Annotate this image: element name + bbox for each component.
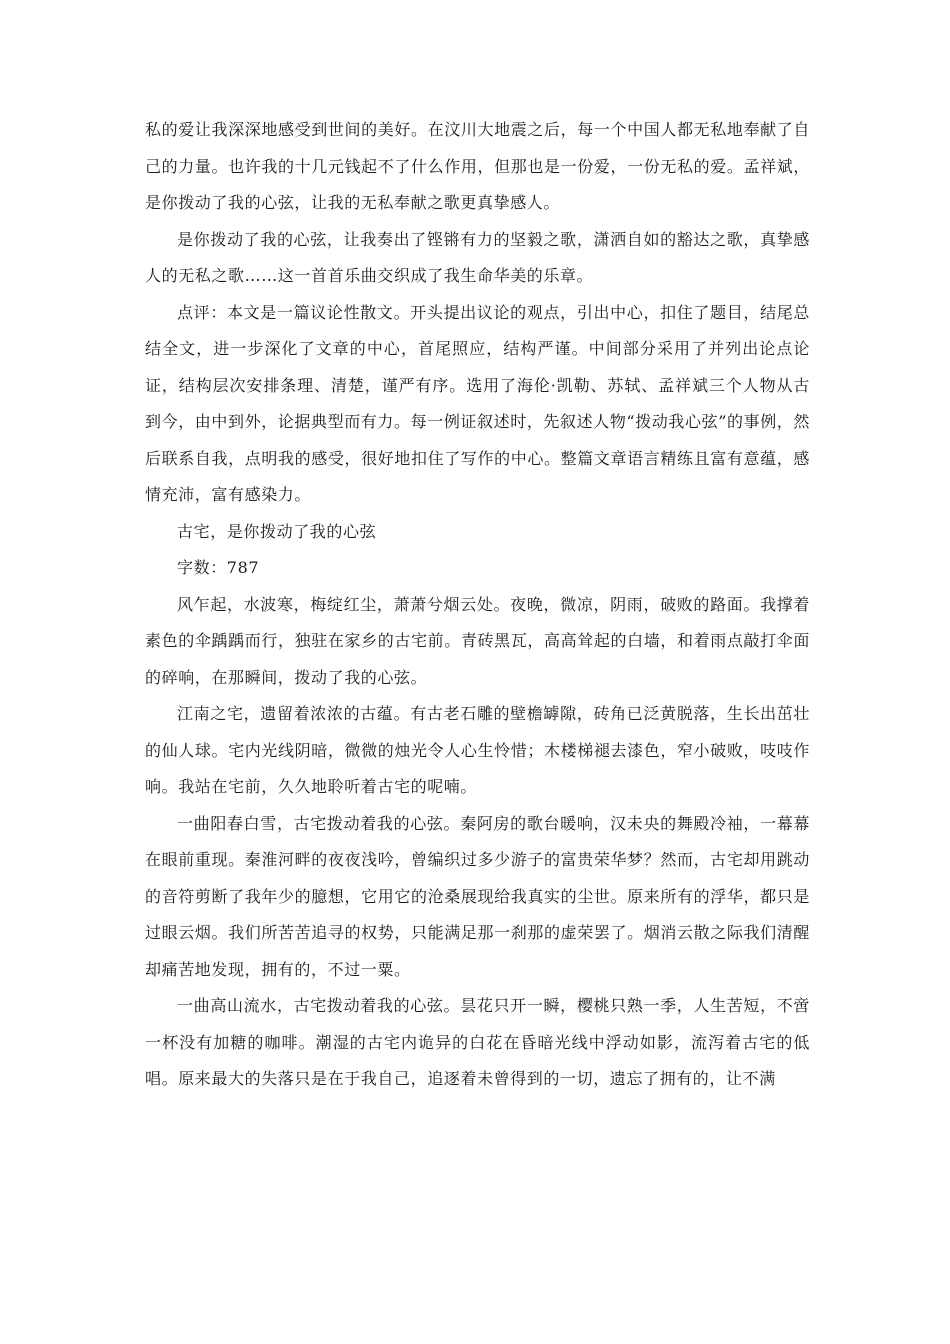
paragraph-6: 风乍起，水波寒，梅绽红尘，萧萧兮烟云处。夜晚，微凉，阴雨，破败的路面。我撑着素色的伞踽踽而行，独驻在家乡的古宅前。青砖黑瓦，高高耸起的白墙，和着雨点敲打伞面的碎响，在那瞬间，拨动了我的心弦。 (145, 594, 810, 687)
paragraph-1: 私的爱让我深深地感受到世间的美好。在汶川大地震之后，每一个中国人都无私地奉献了自己的力量。也许我的十几元钱起不了什么作用，但那也是一份爱，一份无私的爱。孟祥斌，是你拨动了我的心弦，让我的无私奉献之歌更真挚感人。 (145, 120, 810, 212)
commentary-paragraph: 点评：本文是一篇议论性散文。开头提出议论的观点，引出中心，扣住了题目，结尾总结全文，进一步深化了文章的中心，首尾照应，结构严谨。中间部分采用了并列出论点论证，结构层次安排条理、清楚，谨严有序。选用了海伦·凯勒、苏轼、孟祥斌三个人物从古到今，由中到外，论据典型而有力。每一例证叙述时，先叙述人物“拨动我心弦”的事例，然后联系自我，点明我的感受，很好地扣住了写作的中心。整篇文章语言精练且富有意蕴，感情充沛，富有感染力。 (145, 302, 810, 504)
paragraph-8: 一曲阳春白雪，古宅拨动着我的心弦。秦阿房的歌台暖响，汉未央的舞殿冷袖，一幕幕在眼前重现。秦淮河畔的夜夜浅吟，曾编织过多少游子的富贵荣华梦？然而，古宅却用跳动的音符剪断了我年少的臆想，它用它的沧桑展现给我真实的尘世。原来所有的浮华，都只是过眼云烟。我们所苦苦追寻的权势，只能满足那一刹那的虚荣罢了。烟消云散之际我们清醒却痛苦地发现，拥有的，不过一粟。 (145, 813, 810, 979)
document-page (145, 112, 810, 1098)
paragraph-2: 是你拨动了我的心弦，让我奏出了铿锵有力的坚毅之歌，潇洒自如的豁达之歌，真挚感人的无私之歌……这一首首乐曲交织成了我生命华美的乐章。 (145, 229, 810, 285)
paragraph-9: 一曲高山流水，古宅拨动着我的心弦。昙花只开一瞬，樱桃只熟一季，人生苦短，不啻一杯没有加糖的咖啡。潮湿的古宅内诡异的白花在昏暗光线中浮动如影，流泻着古宅的低唱。原来最大的失落只是在于我自己，追逐着未曾得到的一切，遗忘了拥有的，让不满 (145, 996, 810, 1088)
essay-title: 古宅，是你拨动了我的心弦 (177, 521, 377, 541)
paragraph-7: 江南之宅，遗留着浓浓的古蕴。有古老石雕的壁檐罅隙，砖角已泛黄脱落，生长出茁壮的仙人球。宅内光线阴暗，微微的烛光令人心生怜惜；木楼梯褪去漆色，窄小破败，吱吱作响。我站在宅前，久久地聆听着古宅的呢喃。 (145, 704, 810, 796)
word-count: 字数：787 (177, 558, 260, 577)
